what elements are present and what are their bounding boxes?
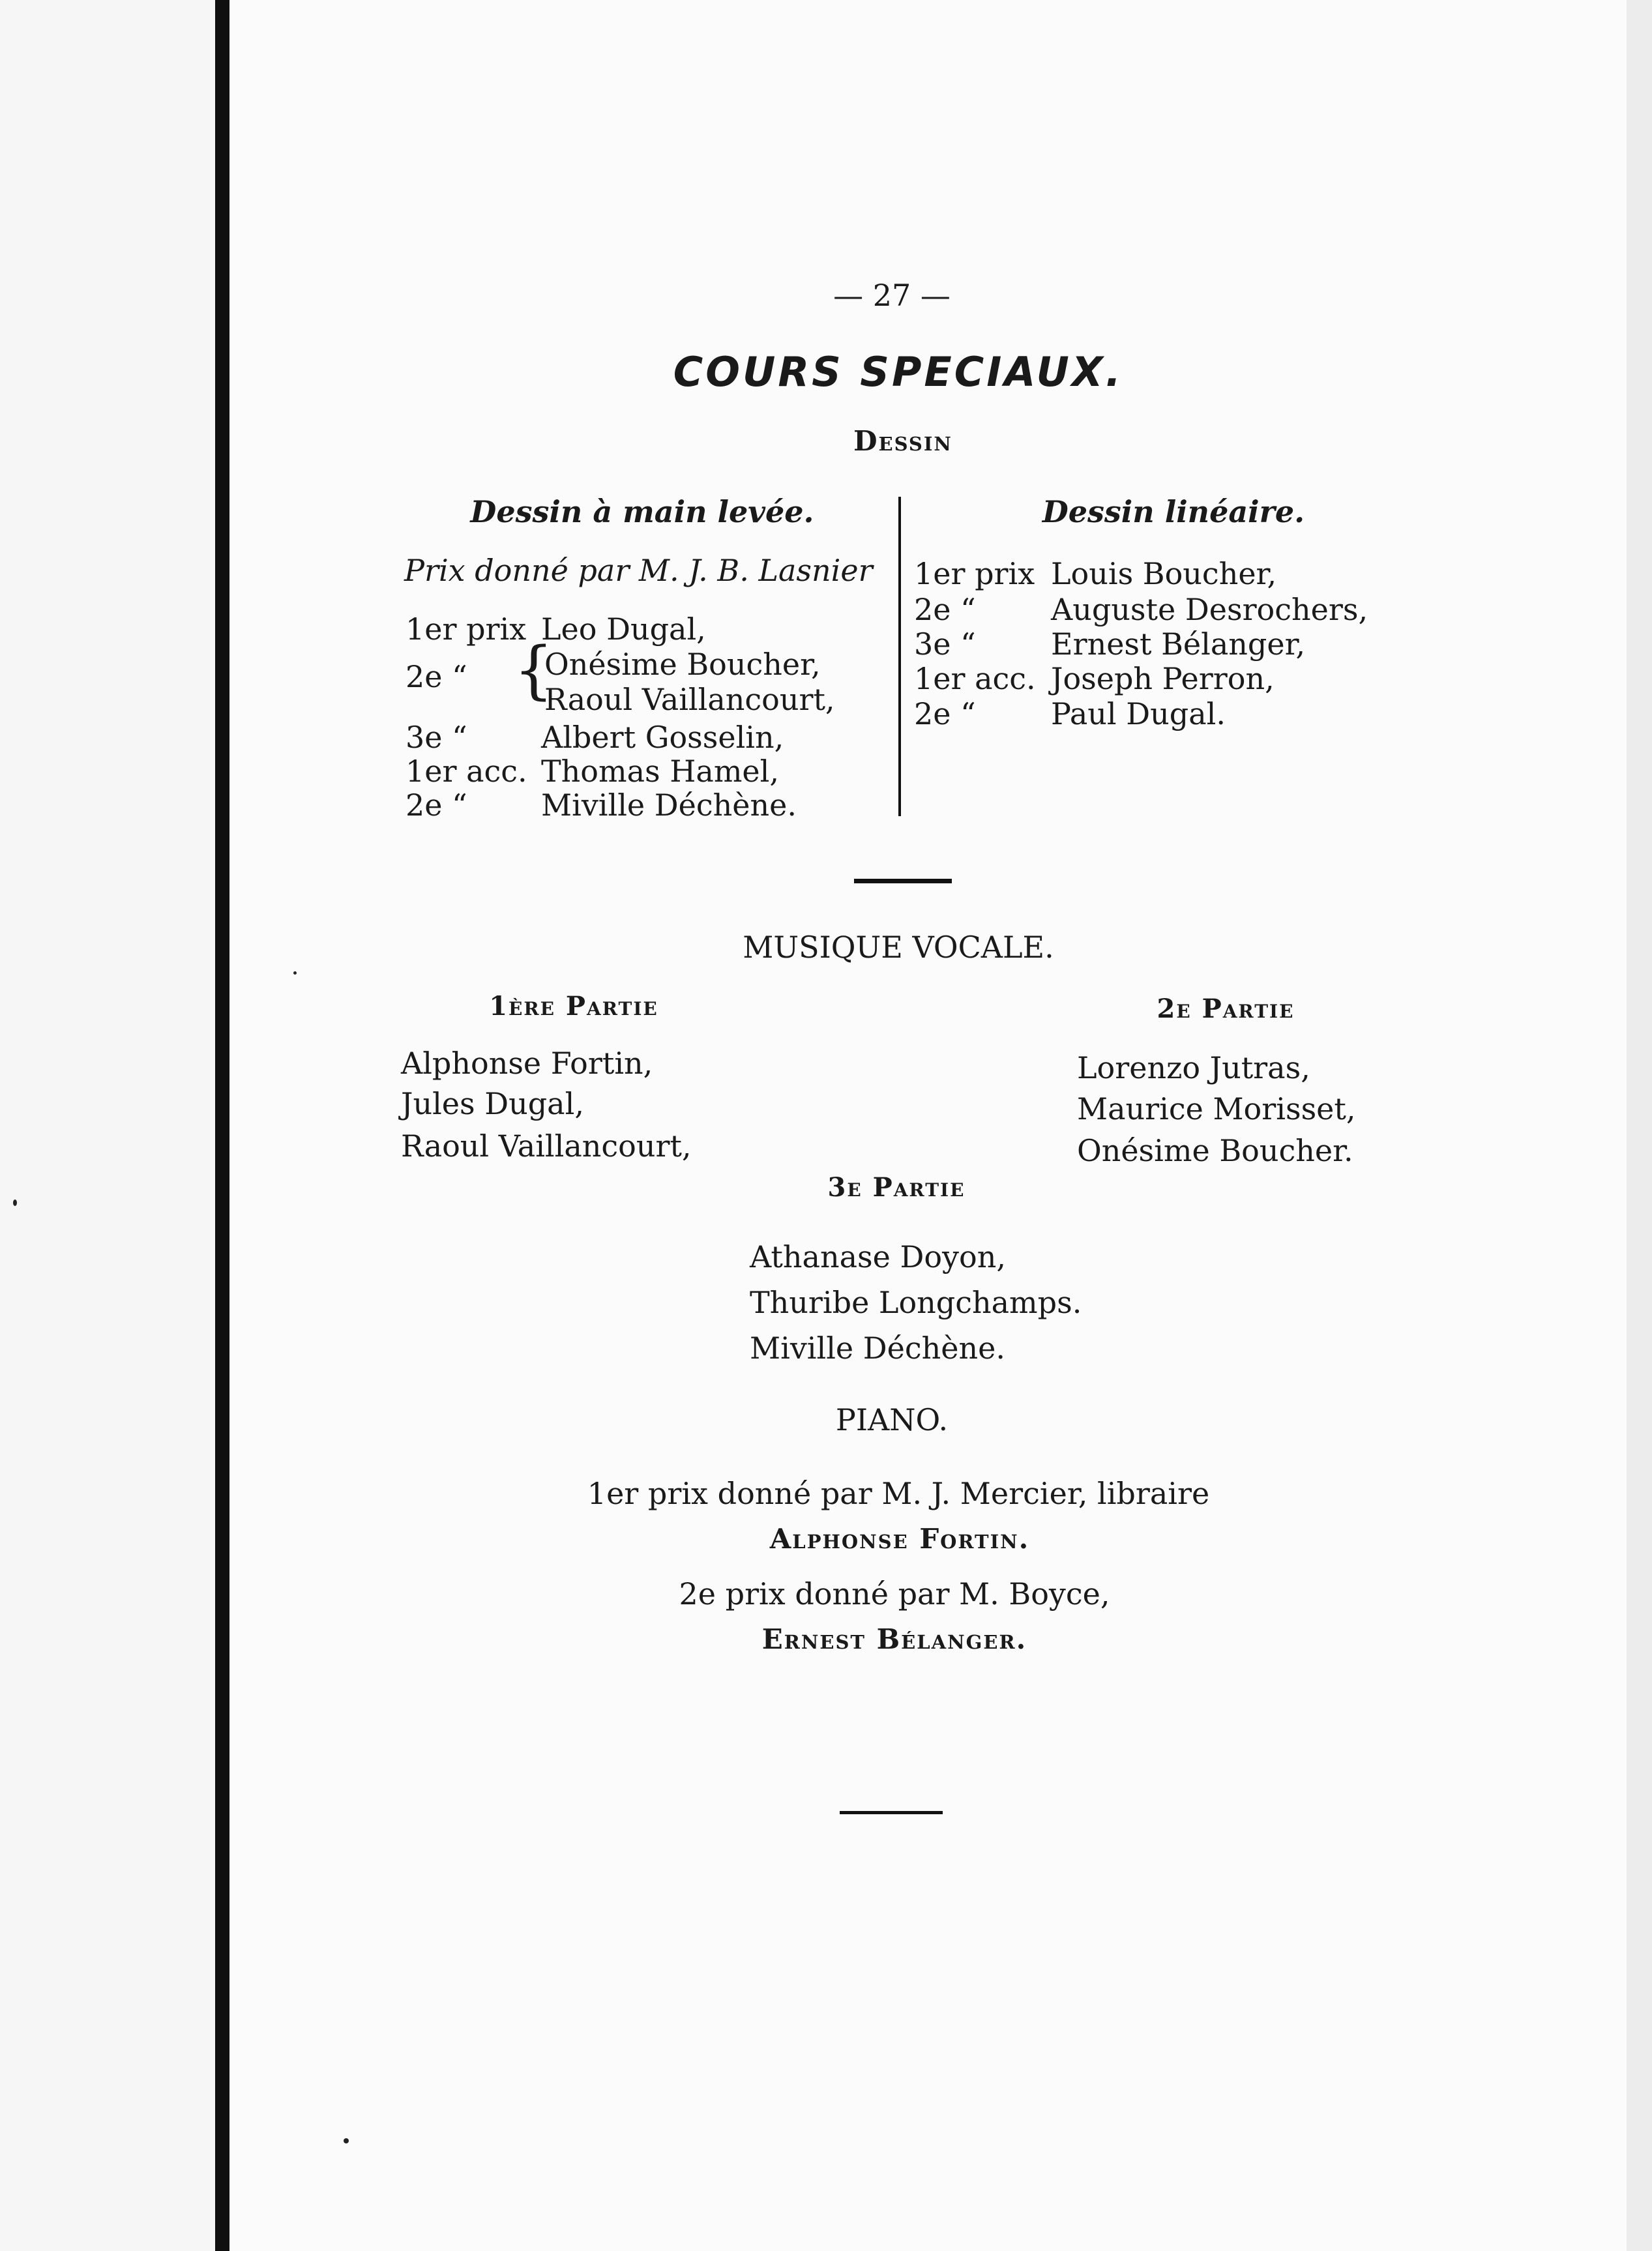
print-speck — [344, 2138, 349, 2143]
award-name: Thomas Hamel, — [541, 754, 779, 789]
award-name: Albert Gosselin, — [541, 720, 784, 755]
partie-name: Raoul Vaillancourt, — [401, 1128, 692, 1164]
column-divider — [898, 497, 901, 816]
musique-vocale-title: MUSIQUE VOCALE. — [743, 930, 1054, 965]
print-speck — [293, 971, 297, 975]
piano-title: PIANO. — [835, 1402, 949, 1437]
award-name: Raoul Vaillancourt, — [544, 682, 835, 717]
closing-rule — [840, 1811, 943, 1814]
award-rank: 1er acc. — [914, 661, 1036, 696]
piano-prize1-winner: Alphonse Fortin. — [769, 1523, 1030, 1555]
award-name: Ernest Bélanger, — [1051, 626, 1306, 662]
award-name: Paul Dugal. — [1051, 696, 1226, 731]
award-name: Miville Déchène. — [541, 787, 797, 823]
piano-prize2-winner: Ernest Bélanger. — [761, 1623, 1027, 1655]
award-rank: 1er prix — [406, 611, 527, 647]
page-number: — 27 — — [833, 278, 951, 313]
award-name: Joseph Perron, — [1051, 661, 1275, 696]
award-rank: 3e “ — [406, 720, 467, 755]
partie-name: Onésime Boucher. — [1077, 1133, 1353, 1168]
page-right-edge — [1627, 0, 1652, 2251]
facing-page-edge — [0, 0, 215, 2251]
partie1-title: 1ère Partie — [489, 991, 658, 1022]
partie-name: Thuribe Longchamps. — [750, 1285, 1082, 1320]
partie3-title: 3e Partie — [827, 1172, 966, 1203]
award-rank: 1er acc. — [406, 754, 527, 789]
partie-name: Jules Dugal, — [401, 1086, 584, 1121]
award-rank: 2e “ — [406, 659, 467, 694]
award-rank: 2e “ — [914, 696, 976, 731]
partie2-title: 2e Partie — [1157, 993, 1295, 1024]
award-name: Onésime Boucher, — [544, 647, 821, 682]
print-speck — [13, 1199, 17, 1206]
partie-name: Athanase Doyon, — [750, 1239, 1006, 1274]
lineaire-title: Dessin linéaire. — [1042, 494, 1305, 529]
brace-symbol: { — [514, 634, 554, 707]
partie-name: Alphonse Fortin, — [401, 1046, 653, 1081]
partie-name: Miville Déchène. — [750, 1331, 1005, 1366]
main-levee-donor: Prix donné par M. J. B. Lasnier — [404, 553, 873, 588]
partie-name: Maurice Morisset, — [1077, 1091, 1356, 1126]
section-divider — [854, 879, 952, 883]
award-name: Louis Boucher, — [1051, 556, 1277, 591]
award-rank: 3e “ — [914, 626, 976, 662]
page-heading: COURS SPECIAUX. — [673, 348, 1124, 396]
partie-name: Lorenzo Jutras, — [1077, 1050, 1310, 1085]
award-rank: 2e “ — [406, 787, 467, 823]
book-binding-shadow — [215, 0, 229, 2251]
award-name: Auguste Desrochers, — [1051, 592, 1368, 627]
award-name: Leo Dugal, — [541, 611, 706, 647]
award-rank: 1er prix — [914, 556, 1035, 591]
piano-prize2-line: 2e prix donné par M. Boyce, — [679, 1576, 1110, 1611]
award-rank: 2e “ — [914, 592, 976, 627]
main-levee-title: Dessin à main levée. — [470, 494, 814, 529]
piano-prize1-line: 1er prix donné par M. J. Mercier, libraire — [587, 1476, 1210, 1511]
dessin-title: Dessin — [853, 425, 952, 457]
